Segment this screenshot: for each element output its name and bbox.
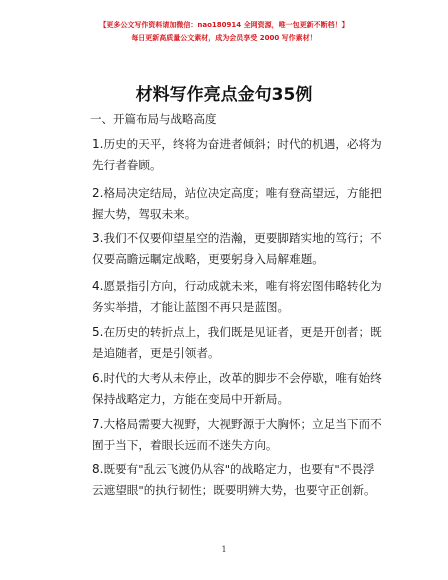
item-number: 1. [92,137,104,151]
item-number: 7. [92,417,104,431]
item-text: 在历史的转折点上，我们既是见证者，更是开创者；既是追随者，更是引领者。 [92,325,382,360]
item-text: 格局决定结局，站位决定高度；唯有登高望远，方能把握大势，驾驭未来。 [92,186,382,221]
list-item [92,228,384,270]
list-item [92,276,384,318]
page-number: 1 [221,545,227,554]
item-number: 6. [92,371,104,385]
promo-banner-line1: 【更多公文写作资料请加微信：nao180914 全网资源，唯一包更新不断档！】 [99,21,349,29]
item-text: 历史的天平，终将为奋进者倾斜；时代的机遇，必将为先行者眷顾。 [92,137,382,172]
item-text: 愿景指引方向，行动成就未来，唯有将宏图伟略转化为务实举措，才能让蓝图不再只是蓝图。 [92,279,382,314]
item-number: 5. [92,325,104,339]
item-number: 3. [92,231,104,245]
promo-banner-line2: 每日更新高质量公文素材，成为会员享受 2000 写作素材！ [131,34,317,42]
list-item [92,414,384,456]
list-item [92,459,384,501]
list-item [92,368,384,410]
item-text: 时代的大考从未停止，改革的脚步不会停歇，唯有始终保持战略定力，方能在变局中开新局。 [92,371,382,406]
item-number: 8. [92,462,104,476]
section-heading: 一、开篇布局与战略高度 [90,112,217,126]
item-text: 大格局需要大视野，大视野源于大胸怀；立足当下而不囿于当下，着眼长远而不迷失方向。 [92,417,382,452]
list-item [92,134,384,176]
list-item [92,322,384,364]
document-title: 材料写作亮点金句35例 [135,85,313,105]
list-item [92,183,384,225]
item-text: 既要有"乱云飞渡仍从容"的战略定力，也要有"不畏浮云遮望眼"的执行韧性；既要明辨大势，也要守正创新。 [92,462,376,497]
item-number: 4. [92,279,104,293]
item-number: 2. [92,186,104,200]
item-text: 我们不仅要仰望星空的浩瀚，更要脚踏实地的笃行；不仅要高瞻远瞩定战略，更要躬身入局解难题。 [92,231,382,266]
